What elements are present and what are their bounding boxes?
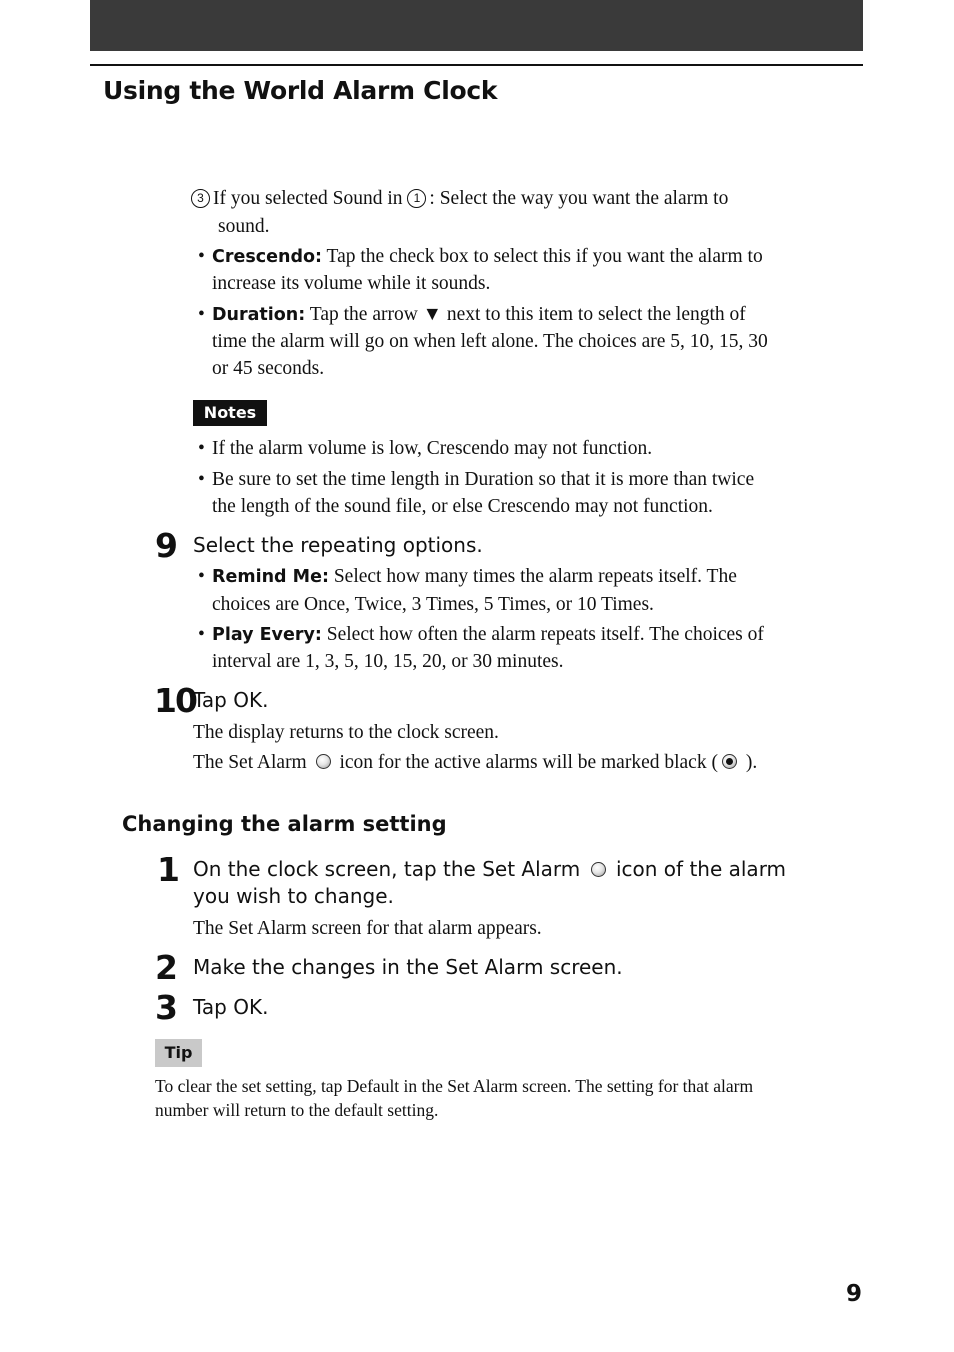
circled-number-marker: 3 (191, 189, 210, 208)
sub-step-3-line2: sound. (218, 216, 270, 237)
page-title: Using the World Alarm Clock (103, 76, 498, 105)
tip-label: Tip (155, 1039, 202, 1067)
set-alarm-active-icon (722, 754, 737, 769)
step-number-9: 9 (155, 526, 176, 565)
sub-step-3: 3 If you selected Sound in 1 : Select the way you want the alarm to (191, 185, 851, 212)
section-step-1-text-line2: you wish to change. (193, 884, 394, 908)
step-10-text: Tap OK. (193, 688, 269, 712)
notes-label: Notes (193, 400, 267, 426)
set-alarm-icon (316, 754, 331, 769)
step-number-1: 1 (157, 850, 178, 889)
step-9-text: Select the repeating options. (193, 533, 483, 557)
bullet-dot: • (198, 624, 205, 645)
bullet-dot: • (198, 304, 205, 325)
bullet-dot: • (198, 246, 205, 267)
bullet-dot: • (198, 469, 205, 490)
option-remind-me-line2: choices are Once, Twice, 3 Times, 5 Times, or 10 Times. (212, 594, 654, 615)
section-heading: Changing the alarm setting (122, 812, 447, 836)
header-bar (90, 0, 863, 51)
circled-number-ref: 1 (407, 189, 426, 208)
step-number-2: 2 (155, 948, 176, 987)
section-step-1-text: On the clock screen, tap the Set Alarm icon of the alarm (193, 857, 787, 881)
set-alarm-icon (591, 862, 606, 877)
option-duration-line3: or 45 seconds. (212, 358, 325, 379)
note-item: Be sure to set the time length in Duration so that it is more than twice (212, 469, 755, 490)
tip-text: To clear the set setting, tap Default in the Set Alarm screen. The setting for that alarm number will return to the default setting. (155, 1076, 754, 1120)
option-play-every-line2: interval are 1, 3, 5, 10, 15, 20, or 30 minutes. (212, 651, 564, 672)
option-crescendo: Crescendo: Tap the check box to select this if you want the alarm to (212, 246, 763, 267)
section-step-3-text: Tap OK. (193, 995, 269, 1019)
bullet-dot: • (198, 566, 205, 587)
section-step-1-result: The Set Alarm screen for that alarm appears. (193, 918, 542, 939)
step-10-result-line2: The Set Alarm icon for the active alarms will be marked black ( ). (193, 752, 758, 773)
option-play-every: Play Every: Select how often the alarm repeats itself. The choices of (212, 624, 764, 645)
step-number-10: 10 (154, 681, 196, 720)
option-duration-line2: time the alarm will go on when left alone. The choices are 5, 10, 15, 30 (212, 331, 768, 352)
option-remind-me: Remind Me: Select how many times the alarm repeats itself. The (212, 566, 737, 587)
bullet-dot: • (198, 438, 205, 459)
step-number-3: 3 (155, 988, 176, 1027)
header-rule (90, 64, 863, 66)
section-step-2-text: Make the changes in the Set Alarm screen. (193, 955, 623, 979)
page-number: 9 (846, 1281, 863, 1307)
option-duration: Duration: Tap the arrow ▼ next to this item to select the length of (212, 304, 746, 325)
note-item-line2: the length of the sound file, or else Crescendo may not function. (212, 496, 713, 517)
option-crescendo-line2: increase its volume while it sounds. (212, 273, 491, 294)
note-item: If the alarm volume is low, Crescendo may not function. (212, 438, 653, 459)
step-10-result-line1: The display returns to the clock screen. (193, 722, 499, 743)
